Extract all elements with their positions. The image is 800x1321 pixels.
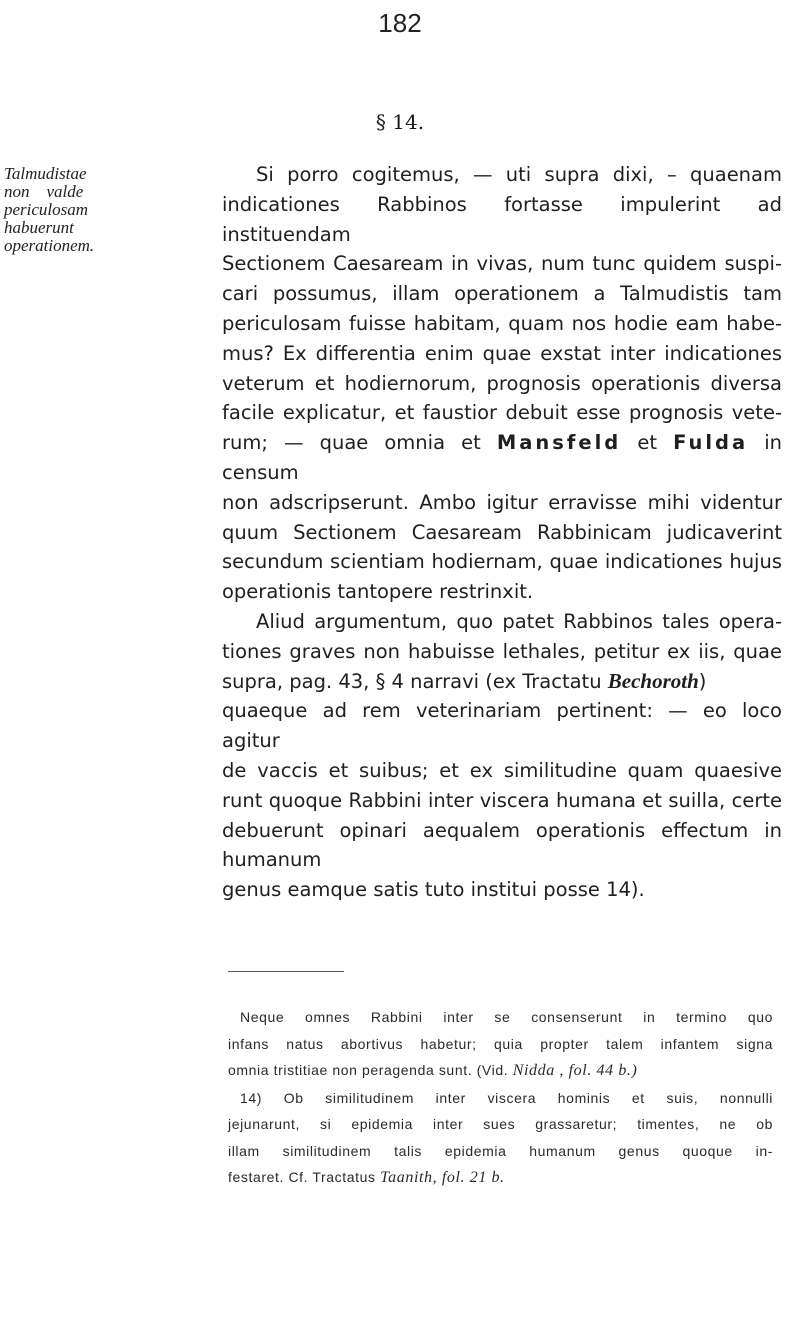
footnote-divider [228,971,344,972]
text-line [222,428,782,488]
text-fragment: rum; — quae omnia et [222,431,481,455]
text-fragment: in censum [222,431,783,484]
text-line: genus eamque satis tuto institui posse 14). [222,878,645,902]
text-line: quaeque ad rem veterinariam pertinent: — eo loco agitur [222,699,782,753]
page-number: 182 [378,8,422,38]
text-line: Sectionem Caesaream in vivas, num tunc quidem suspi- [222,252,782,276]
text-line: indicationes Rabbinos fortasse impulerint ad instituendam [222,192,782,246]
text-line: secundum scientiam hodiernam, quae indicationes hujus [222,550,782,574]
text-fragment: ) [698,669,707,693]
text-line: facile explicatur, et faustior debuit esse prognosis vete- [222,401,782,425]
footnote-reference: Nidda , fol. 44 b.) [512,1062,638,1079]
text-fragment: et [637,431,658,455]
text-fragment: festaret. Cf. Tractatus [228,1169,376,1185]
text-line: operationis tantopere restrinxit. [222,580,534,604]
text-fragment: supra, pag. 43, § 4 narravi (ex Tractatu [222,669,602,693]
tractate-name: Bechoroth [607,668,699,693]
text-line: non adscripserunt. Ambo igitur erravisse mihi videntur [222,490,782,514]
footnote-line: jejunarunt, si epidemia inter sues grassaretur; timentes, ne ob [228,1116,773,1132]
footnote-line [228,1057,773,1085]
text-line: runt quoque Rabbini inter viscera humana et suilla, certe [222,788,782,812]
text-line: Aliud argumentum, quo patet Rabbinos tales opera- [256,609,782,633]
text-line: quum Sectionem Caesaream Rabbinicam judicaverint [222,520,782,544]
marginal-note [4,165,122,255]
text-line: de vaccis et suibus; et ex similitudine quam quaesive [222,758,782,782]
footnotes [228,1004,773,1192]
text-line: tiones graves non habuisse lethales, petitur ex iis, quae [222,639,782,663]
footnote-line: Neque omnes Rabbini inter se consenserunt in termino quo [240,1009,773,1025]
text-line [222,667,782,697]
paragraph-1 [222,160,782,607]
marginal-note-line: habuerunt [4,218,74,237]
author-name-fulda: Fulda [673,431,749,455]
author-name-mansfeld: Mansfeld [496,431,622,455]
paragraph-2 [222,607,782,905]
text-line: Si porro cogitemus, — uti supra dixi, – quaenam [256,163,782,186]
footnote-line: 14) Ob similitudinem inter viscera hominis et suis, nonnulli [240,1089,773,1106]
footnote-line: infans natus abortivus habetur; quia propter talem infantem signa [228,1035,773,1052]
text-line: cari possumus, illam operationem a Talmudistis tam [222,282,782,306]
footnote-line [228,1164,773,1192]
body-text [222,160,782,905]
marginal-note-line: Talmudistae [4,164,87,183]
text-line: veterum et hodiernorum, prognosis operationis diversa [222,371,782,395]
marginal-note-line: periculosam [4,200,89,219]
marginal-note-line: non valde [4,182,84,201]
text-fragment: omnia tristitiae non peragenda sunt. (Vid. [228,1062,509,1078]
text-line: periculosam fuisse habitam, quam nos hodie eam habe- [222,311,782,335]
text-line: mus? Ex differentia enim quae exstat inter indicationes [222,341,782,365]
footnote-line: illam similitudinem talis epidemia humanum genus quoque in- [228,1142,773,1159]
footnote-reference: Taanith, fol. 21 b. [380,1169,505,1186]
marginal-note-line: operationem. [4,236,95,255]
text-line: debuerunt opinari aequalem operationis effectum in humanum [222,818,782,872]
section-heading: § 14. [375,110,425,134]
